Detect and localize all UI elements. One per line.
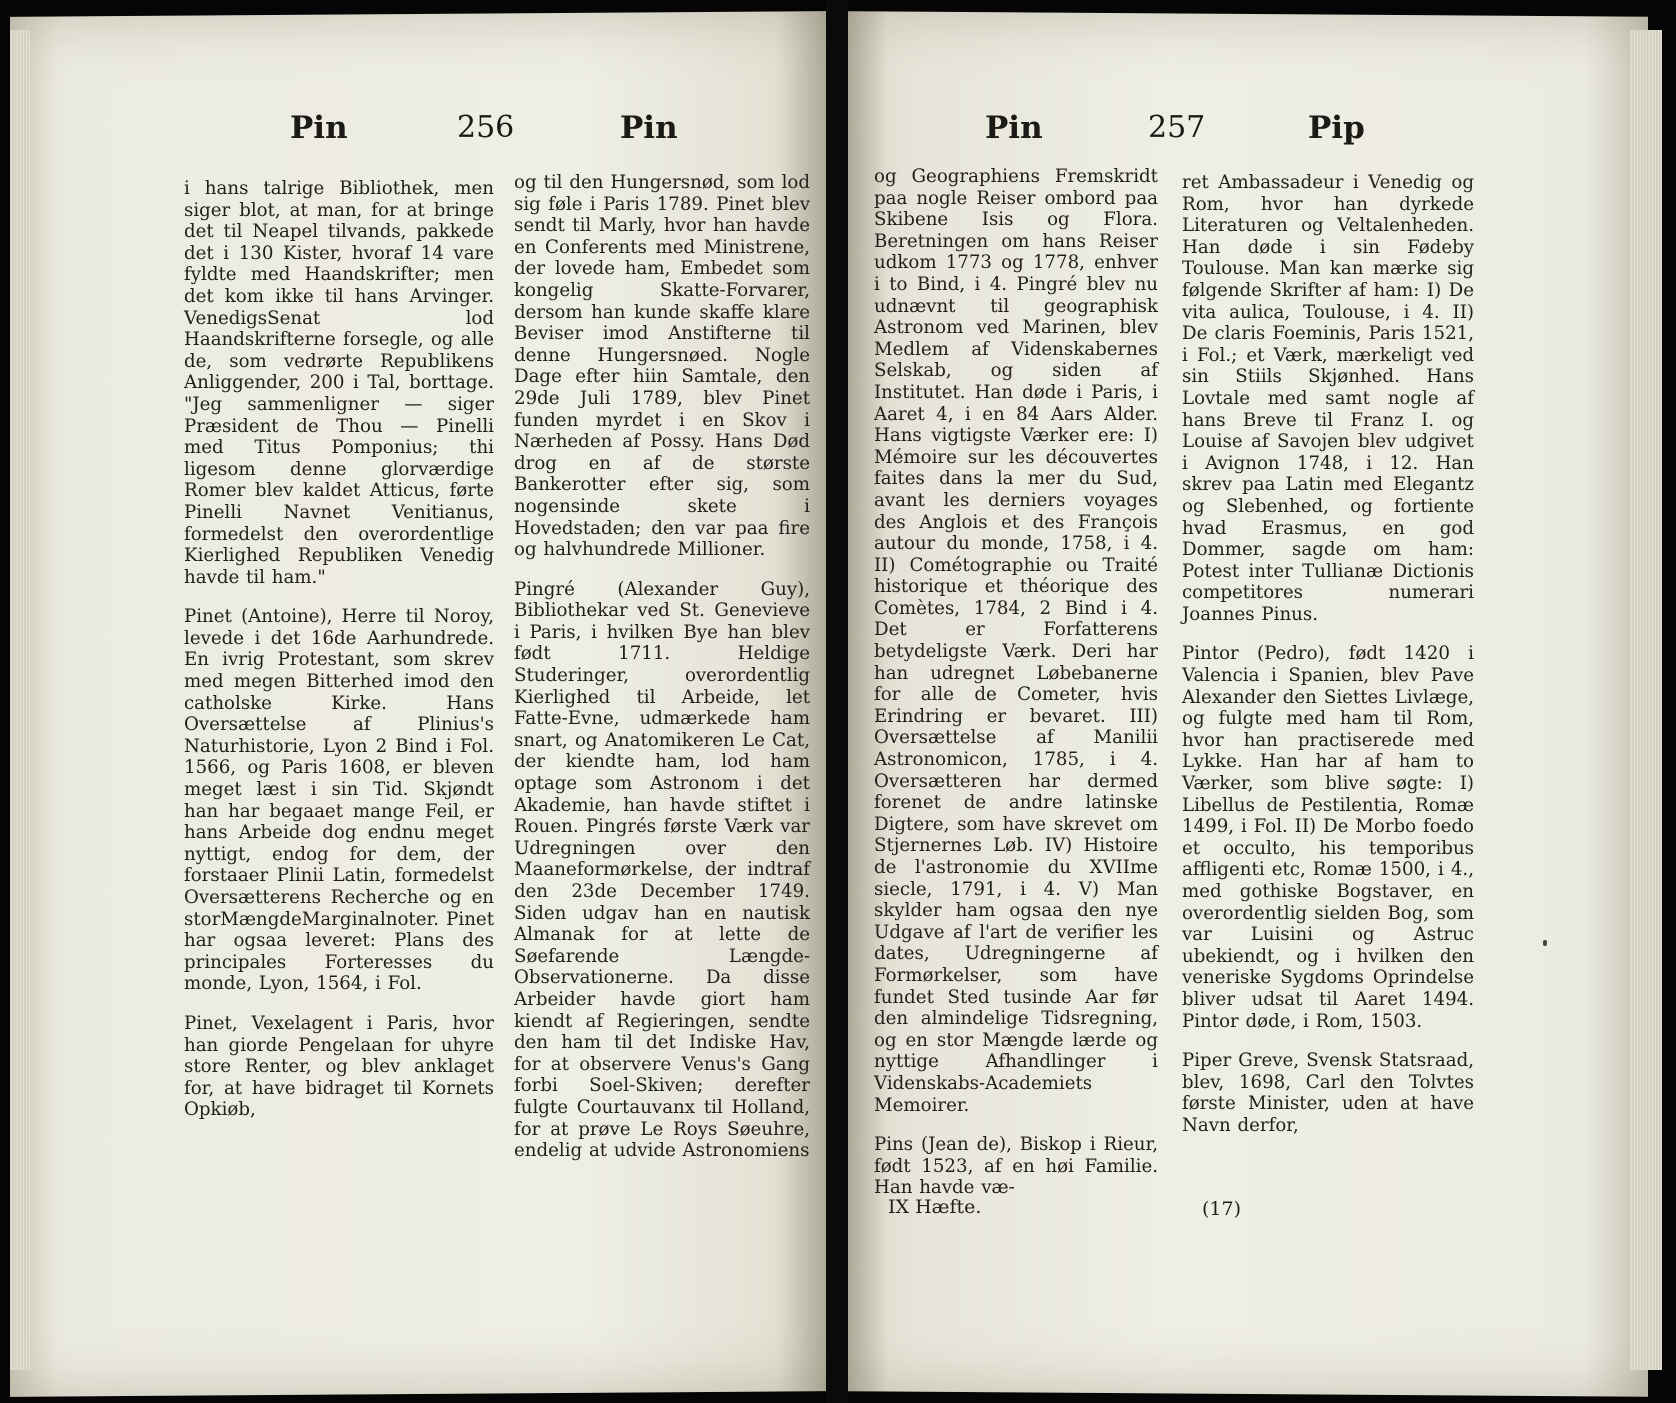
ink-speck (1543, 940, 1547, 946)
right-running-head-right: Pip (1308, 110, 1365, 146)
page-edges-right (1630, 30, 1662, 1370)
right-column-2 (1182, 172, 1474, 1137)
left-page-number: 256 (457, 110, 515, 145)
entry-pinelli-continued: i hans talrige Bibliothek, men siger blot, at man, for at bringe det til Neapel tilvands, pakkede det i 130 Kister, hvoraf 14 vare fyldte med Haandskrifter; men det kom ikke til hans Arvinger. VenedigsSenat lod Haandskrifterne forsegle, og alle de, som vedrørte Republikens Anliggender, 200 i Tal, borttage. "Jeg sammenligner — siger Præsident de Thou — Pinelli med Titus Pomponius; thi ligesom denne glorværdige Romer blev kaldet Atticus, førte Pinelli Navnet Venitianus, formedelst den overordentlige Kierlighed Republiken Venedig havde til ham." (184, 178, 494, 588)
entry-pinet-antoine: Pinet (Antoine), Herre til Noroy, levede i det 16de Aarhundrede. En ivrig Protestant, som skrev med megen Bitterhed imod den catholske Kirke. Hans Oversættelse af Plinius's Naturhistorie, Lyon 2 Bind i Fol. 1566, og Paris 1608, er bleven meget læst i sin Tid. Skjøndt han har begaaet mange Feil, er hans Arbeide dog endnu meget nyttigt, endog for dem, der forstaaer Plinii Latin, formedelst Oversætterens Recherche og en storMængdeMarginalnoter. Pinet har ogsaa leveret: Plans des principales Forteresses du monde, Lyon, 1564, i Fol. (184, 606, 494, 995)
right-column-1 (874, 166, 1158, 1199)
entry-pins-continued: ret Ambassadeur i Venedig og Rom, hvor han dyrkede Literaturen og Veltalenheden. Han døde i sin Fødeby Toulouse. Man kan mærke sig følgende Skrifter af ham: I) De vita aulica, Toulouse, i 4. II) De claris Foeminis, Paris 1521, i Fol.; et Værk, mærkeligt ved sin Stiils Skjønhed. Hans Lovtale med samt nogle af hans Breve til Franz I. og Louise af Savojen blev udgivet i Avignon 1748, i 12. Han skrev paa Latin med Elegantz og Slebenhed, og fortiente hvad Erasmus, en god Dommer, sagde om ham: Potest inter Tullianæ Dictionis competitores numerari Joannes Pinus. (1182, 172, 1474, 625)
entry-pins: Pins (Jean de), Biskop i Rieur, født 1523, af en høi Familie. Han havde væ- (874, 1134, 1158, 1199)
entry-pinet-vexelagent: Pinet, Vexelagent i Paris, hvor han giorde Pengelaan for uhyre store Renter, og blev anklaget for, at have bidraget til Kornets Opkiøb, (184, 1012, 494, 1121)
right-running-head-left: Pin (985, 110, 1043, 146)
book-gutter (826, 0, 848, 1403)
entry-piper: Piper Greve, Svensk Statsraad, blev, 1698, Carl den Tolvtes første Minister, uden at have Navn derfor, (1182, 1050, 1474, 1136)
signature-mark: IX Hæfte. (888, 1196, 982, 1218)
left-running-head-left: Pin (290, 110, 348, 146)
right-page-number: 257 (1148, 110, 1206, 145)
left-column-2 (514, 172, 810, 1162)
entry-pingre: Pingré (Alexander Guy), Bibliothekar ved St. Genevieve i Paris, i hvilken Bye han blev født 1711. Heldige Studeringer, overordentlig Kierlighed til Arbeide, let Fatte-Evne, udmærkede ham snart, og Anatomikeren Le Cat, der kiendte ham, lod ham optage som Astronom i det Akademie, han havde stiftet i Rouen. Pingrés første Værk var Udregningen over den Maaneformørkelse, der indtraf den 23de December 1749. Siden udgav han en nautisk Almanak for at lette de Søefarende Længde-Observationerne. Da disse Arbeider havde giort ham kiendt af Regieringen, sendte den ham til det Indiske Hav, for at observere Venus's Gang forbi Soel-Skiven; derefter fulgte Courtauvanx til Holland, for at prøve Le Roys Søeuhre, endelig at udvide Astronomiens (514, 578, 810, 1162)
page-edges-left (10, 30, 30, 1370)
entry-pintor: Pintor (Pedro), født 1420 i Valencia i Spanien, blev Pave Alexander den Siettes Livlæge, og fulgte med ham til Rom, hvor han practiserede med Lykke. Han har af ham to Værker, som blive søgte: I) Libellus de Pestilentia, Romæ 1499, i Fol. II) De Morbo foedo et occulto, his temporibus affligenti etc, Romæ 1500, i 4., med gothiske Bogstaver, en overordentlig sielden Bog, som var Luisini og Astruc ubekiendt, og i hvilken den veneriske Sygdoms Oprindelse bliver udsat til Aaret 1494. Pintor døde, i Rom, 1503. (1182, 643, 1474, 1032)
entry-pingre-continued: og Geographiens Fremskridt paa nogle Reiser ombord paa Skibene Isis og Flora. Beretningen om hans Reiser udkom 1773 og 1778, enhver i to Bind, i 4. Pingré blev nu udnævnt til geographisk Astronom ved Marinen, blev Medlem af Videnskabernes Selskab, og siden af Institutet. Han døde i Paris, i Aaret 4, i en 84 Aars Alder. Hans vigtigste Værker ere: I) Mémoire sur les découvertes faites dans la mer du Sud, avant les derniers voyages des Anglois et des François autour du monde, 1758, i 4. II) Cométographie ou Traité historique et théorique des Comètes, 1784, 2 Bind i 4. Det er Forfatterens betydeligste Værk. Deri har han udregnet Løbebanerne for alle de Cometer, hvis Erindring er bevaret. III) Oversættelse af Manilii Astronomicon, 1785, i 4. Oversætteren har dermed forenet de andre latinske Digtere, som have skrevet om Stjernernes Løb. IV) Histoire de l'astronomie du XVIIme siecle, 1791, i 4. V) Man skylder ham ogsaa den nye Udgave af l'art de verifier les dates, Udregningerne af Formørkelser, som have fundet Sted tusinde Aar før den almindelige Tidsregning, og en stor Mængde lærde og nyttige Afhandlinger i Videnskabs-Academiets Memoirer. (874, 166, 1158, 1116)
entry-pinet-continued: og til den Hungersnød, som lod sig føle i Paris 1789. Pinet blev sendt til Marly, hvor han havde en Conferents med Ministrene, der lovede ham, Embedet som kongelig Skatte-Forvarer, dersom han kunde skaffe klare Beviser imod Anstifterne til denne Hungersnøed. Nogle Dage efter hiin Samtale, den 29de Juli 1789, blev Pinet funden myrdet i en Skov i Nærheden af Possy. Hans Død drog en af de største Bankerotter efter sig, som nogensinde skete i Hovedstaden; den var paa fire og halvhundrede Millioner. (514, 172, 810, 561)
sheet-number: (17) (1202, 1198, 1242, 1220)
left-column-1 (184, 178, 494, 1121)
left-running-head-right: Pin (620, 110, 678, 146)
